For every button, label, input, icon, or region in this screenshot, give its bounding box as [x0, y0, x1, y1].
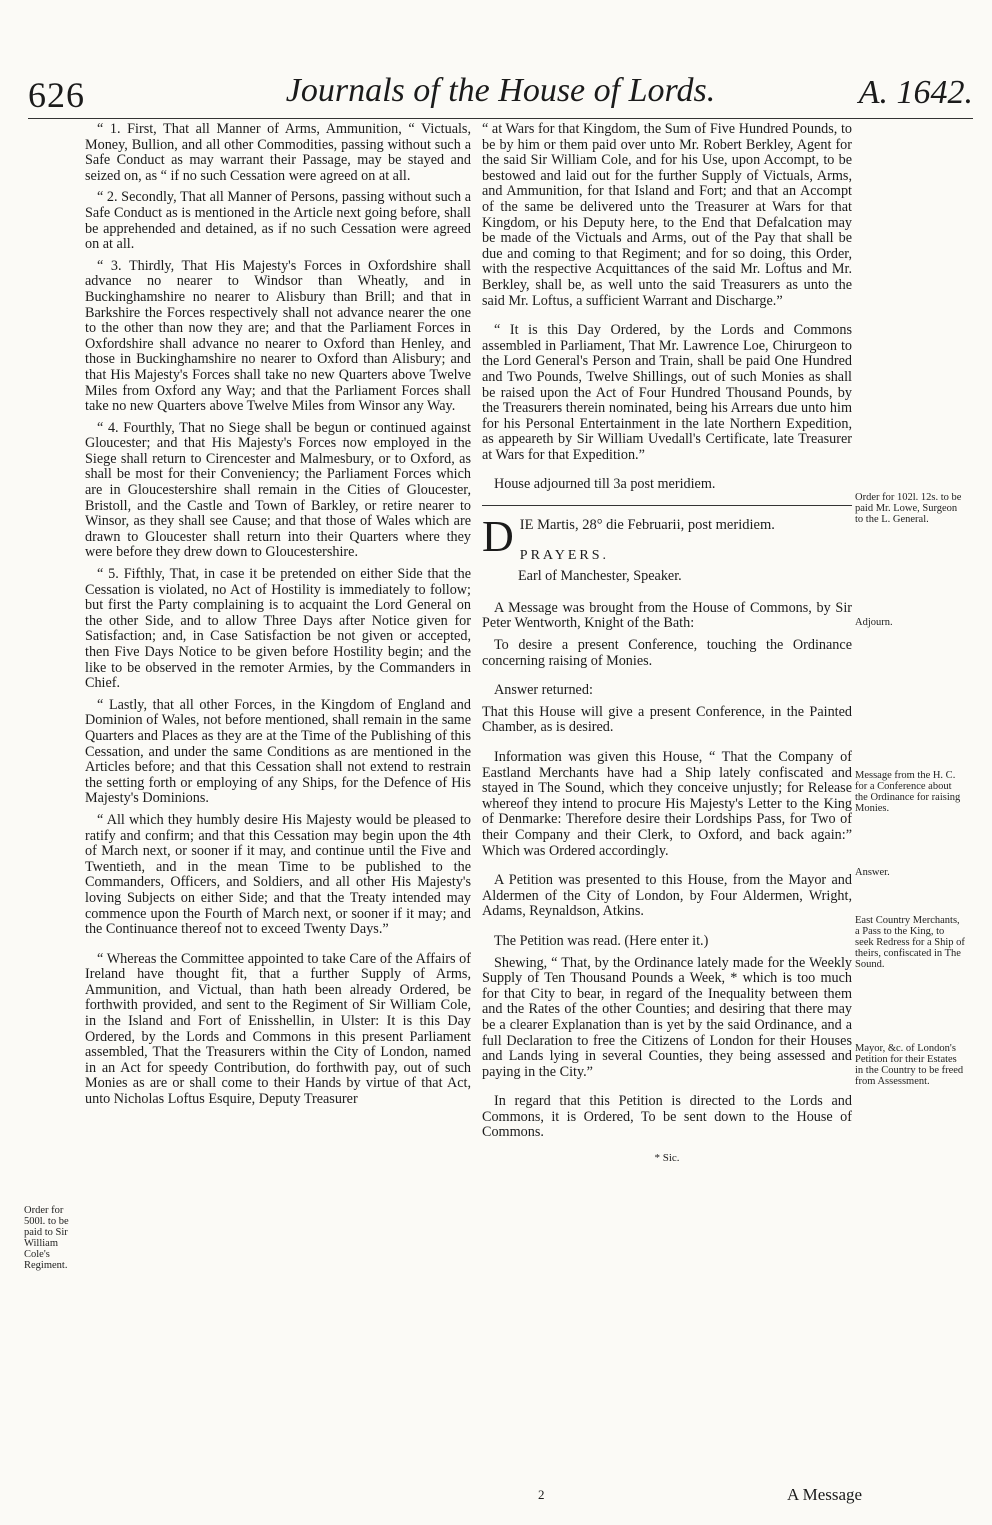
ireland-order-continued: “ at Wars for that Kingdom, the Sum of Five Hundred Pounds, to be by him or them paid over unto Mr. Robert Berkley, Agent for the said Sir William Cole, and for his Use, upon Accompt, to be bestowed and laid out for the further Supply of Victuals, Arms, and Ammunition, for that Island and Fort; and that an Accompt of the same be delivered unto the Treasurer at Wars for that Kingdom, or his Deputy here, to the End that Defalcation may be made of the Victuals and Arms, out of the Pay that shall be due and coming to that Regiment; and for so doing, this Order, with the respective Acquittances of the said Mr. Loftus and Mr. Berkley, shall be, as well unto the said Treasurers as unto the said Mr. Loftus, a sufficient Warrant and Discharge.”: [482, 121, 852, 309]
session-date-text: IE Martis, 28° die Februarii, post meridiem.: [519, 517, 775, 534]
left-column: [85, 122, 471, 1114]
eastland-information: Information was given this House, “ That the Company of Eastland Merchants have had a Ship lately confiscated and stayed in The Sound, which they conceive unjustly; for Release whereof they intend to procure His Majesty's Letter to the King of Denmarke: Therefore desire their Lordships Pass, for Two of their Company and their Clerk, to Oxford, and back again:” Which was Ordered accordingly.: [482, 749, 852, 859]
petition-order: In regard that this Petition is directed to the Lords and Commons, it is Ordered, To be sent down to the House of Commons.: [482, 1093, 852, 1141]
margin-note-mayor: Mayor, &c. of London's Petition for their Estates in the Country to be freed from Assessment.: [855, 1043, 964, 1087]
conference-request: To desire a present Conference, touching the Ordinance concerning raising of Monies.: [482, 637, 852, 669]
margin-note-answer: Answer.: [855, 867, 890, 878]
margin-note-eastland: East Country Merchants, a Pass to the King, to seek Redress for a Ship of theirs, confiscated in The Sound.: [855, 915, 965, 970]
margin-note-message: Message from the H. C. for a Conference about the Ordinance for raising Monies.: [855, 770, 961, 814]
margin-note-adjourn: Adjourn.: [855, 617, 893, 628]
signature-mark: 2: [538, 1487, 545, 1502]
catchword: A Message: [787, 1485, 863, 1504]
lowe-order: “ It is this Day Ordered, by the Lords and Commons assembled in Parliament, That Mr. Lawrence Loe, Chirurgeon to the Lord General's Person and Train, shall be paid One Hundred and Two Pounds, Twelve Shillings, out of such Monies as shall be raised upon the Act of Four Hundred Thousand Pounds, by the Treasurers therein nominated, being his Arrears due unto him for his Personal Entertainment in the late Northern Expedition, as appeareth by Sir William Uvedall's Certificate, late Treasurer at Wars for that Expedition.”: [482, 322, 852, 463]
drop-cap: D: [482, 512, 514, 562]
right-column: [482, 122, 852, 1167]
footnote-sic: * Sic.: [654, 1152, 680, 1165]
article-4: “ 4. Fourthly, That no Siege shall be begun or continued against Gloucester; and that His Majesty's Forces now employed in the Siege shall return to Cirencester and Malmesbury, or to Oxford, as shall be most for their Conveniency; the Parliament Forces which are in Gloucestershire shall remain in the Cities of Gloucester, Bristoll, and the Castle and Town of Barkley, or retire nearer to Winsor, as they shall see Cause; and that those of Wales which are drawn to Gloucester shall return into their Quarters where they were before they drew down to Gloucestershire.: [85, 419, 471, 561]
petition-read: The Petition was read. (Here enter it.): [494, 932, 709, 949]
running-header: [28, 70, 973, 119]
article-3: “ 3. Thirdly, That His Majesty's Forces in Oxfordshire shall advance no nearer to Windsor than Wheatly, and in Buckinghamshire no nearer to Alisbury than Brill; and that in Barkshire the Forces respectively shall not advance nearer the one to the other than now they are; and that the Parliament Forces in Oxfordshire shall advance no nearer to Oxford than Henley, and those in Buckinghamshire no nearer to Oxford than Alisbury; and that His Majesty's Forces shall take no new Quarters above Twelve Miles from Oxford any Way; and that the Parliament Forces shall take no new Quarters above Twelve Miles from Winsor any Way.: [85, 257, 471, 415]
article-2: “ 2. Secondly, That all Manner of Persons, passing without such a Safe Conduct as is mentioned in the Article next going before, shall be apprehended and detained, as if no such Cessation were agreed on at all.: [85, 189, 471, 253]
page-title: Journals of the House of Lords.: [285, 72, 716, 109]
adjournment: House adjourned till 3a post meridiem.: [494, 476, 716, 493]
year-heading: A. 1642.: [858, 74, 973, 111]
ireland-order: “ Whereas the Committee appointed to take Care of the Affairs of Ireland have thought fit, that a further Supply of Arms, Ammunition, and Victual, than hath been already Ordered, be forthwith provided, and sent to the Regiment of Sir William Cole, in the Island and Fort of Enisshellin, in Ulster: It is this Day Ordered, by the Lords and Commons in this present Parliament assembled, That the Treasurers within the City of London, named in an Act for speedy Contribution, do forthwith pay, out of such Monies as are or shall come to their Hands by virtue of that Act, unto Nicholas Loftus Esquire, Deputy Treasurer: [85, 950, 471, 1108]
margin-note-cole: Order for 500l. to be paid to Sir William Cole's Regiment.: [24, 1205, 69, 1271]
page-number: 626: [28, 75, 85, 115]
article-5: “ 5. Fifthly, That, in case it be pretended on either Side that the Cessation is violated, no Act of Hostility is immediately to follow; but first the Party complaining is to acquaint the Lord General on the other Side, and to allow Three Days after Notice given for Satisfaction; and, in Case Satisfaction be not given or accepted, then Five Days Notice to be given before Hostility begin; and the like to be observed in the remoter Armies, by the Commanders in Chief.: [85, 566, 471, 692]
petition-shewing: Shewing, “ That, by the Ordinance lately made for the Weekly Supply of Ten Thousand Pounds a Week, * which is too much for that City to bear, in regard of the Inequality between them and the Rates of the other Counties; and desiring that there may be a clearer Explanation than is yet by the said Ordinance, and a full Declaration to free the Citizens of London for their Houses and Lands lying in several Counties, they being assessed and paying in the City.”: [482, 954, 852, 1080]
answer-label: Answer returned:: [494, 682, 593, 699]
london-petition: A Petition was presented to this House, from the Mayor and Aldermen of the City of London, by Four Aldermen, Wright, Adams, Reynaldson, Atkins.: [482, 872, 852, 920]
commons-message: A Message was brought from the House of Commons, by Sir Peter Wentworth, Knight of the Bath:: [482, 599, 852, 632]
article-lastly: “ Lastly, that all other Forces, in the Kingdom of England and Dominion of Wales, not before mentioned, shall remain in the same Quarters and Places as they are at the Time of the Publishing of this Cessation, and under the same Conditions as are mentioned in the Articles before; and that this Cessation shall not extend to restrain the setting forth or employing of any Ships, for the Defence of His Majesty's Dominions.: [85, 696, 471, 807]
prayers-heading: PRAYERS.: [519, 547, 610, 563]
article-1: “ 1. First, That all Manner of Arms, Ammunition, “ Victuals, Money, Bullion, and all other Commodities, passing without such a Safe Conduct as may warrant their Passage, may be stayed and seized on, as “ if no such Cessation were agreed on at all.: [85, 121, 471, 184]
speaker-line: Earl of Manchester, Speaker.: [518, 568, 682, 585]
closing-desire: “ All which they humbly desire His Majesty would be pleased to ratify and confirm; and that this Cessation may begin upon the 4th of March next, or sooner if it may, and continue until the Five and Twentieth, and in the mean Time to be published to the Commanders, Officers, and Soldiers, and all other His Majesty's loving Subjects on either Side; and that the Treaty intended may commence upon the Fourth of March next, or sooner if it may; and the Continuance thereof not to exceed Twenty Days.”: [85, 811, 471, 938]
margin-note-lowe: Order for 102l. 12s. to be paid Mr. Lowe, Surgeon to the L. General.: [855, 492, 962, 525]
answer-text: That this House will give a present Conference, in the Painted Chamber, as is desired.: [482, 703, 852, 736]
section-rule: [482, 505, 852, 506]
